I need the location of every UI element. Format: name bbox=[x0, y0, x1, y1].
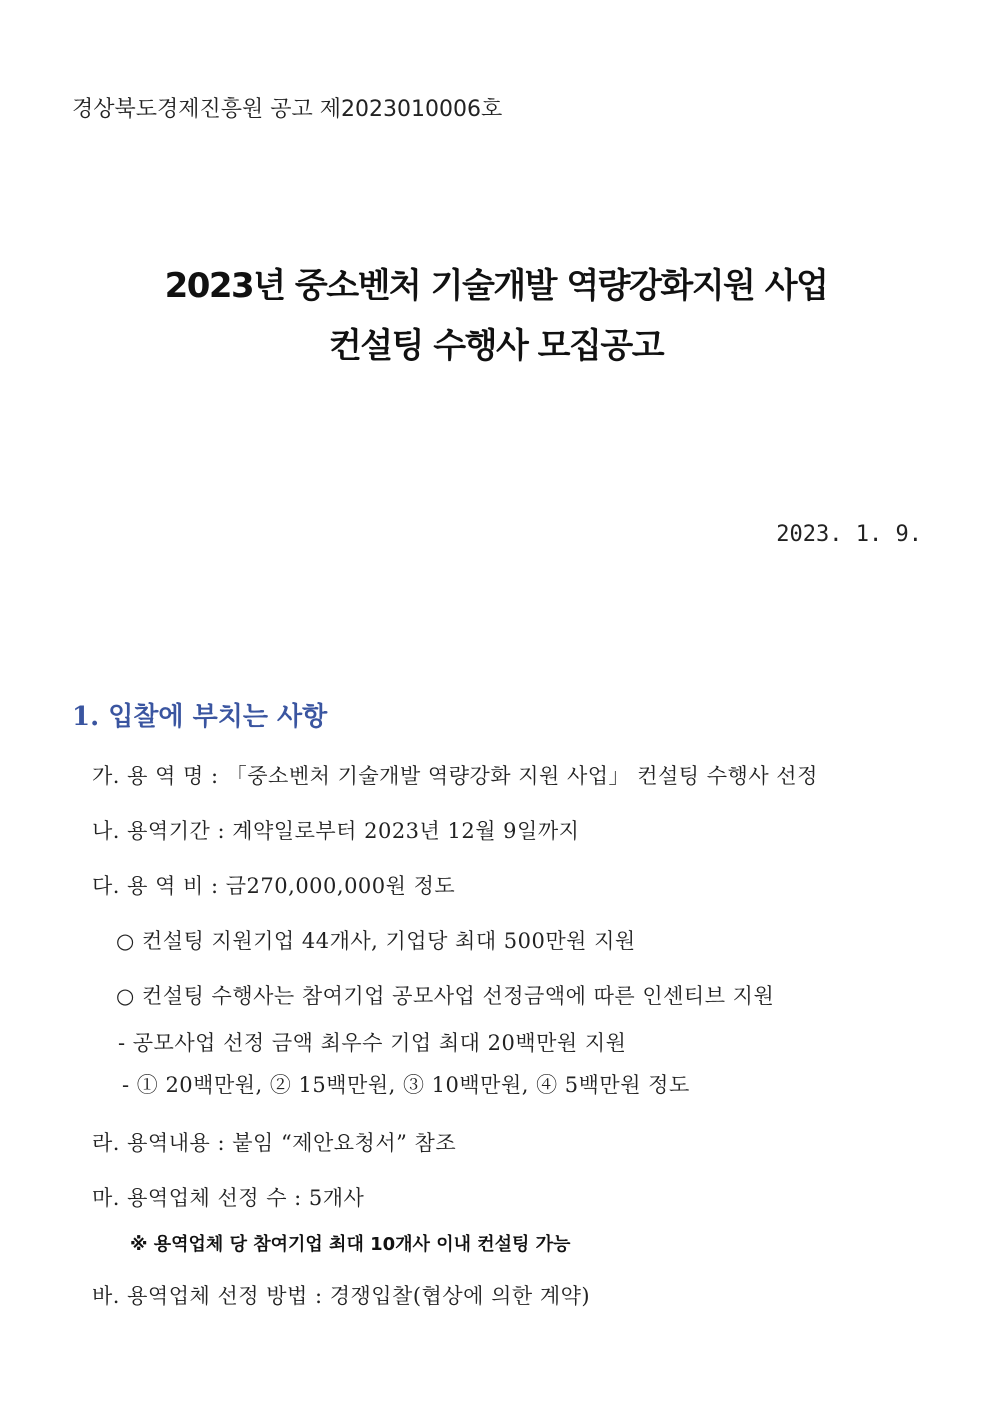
incentive-sub-max: - 공모사업 선정 금액 최우수 기업 최대 20백만원 지원 bbox=[118, 1031, 627, 1055]
item-service-period: 나. 용역기간 : 계약일로부터 2023년 12월 9일까지 bbox=[92, 819, 580, 843]
item-service-cost: 다. 용 역 비 : 금270,000,000원 정도 bbox=[92, 874, 456, 898]
item-vendor-count: 마. 용역업체 선정 수 : 5개사 bbox=[92, 1186, 365, 1210]
cost-bullet-incentive: ○ 컨설팅 수행사는 참여기업 공모사업 선정금액에 따른 인센티브 지원 bbox=[116, 984, 775, 1008]
item-service-content: 라. 용역내용 : 붙임 “제안요청서” 참조 bbox=[92, 1131, 457, 1155]
item-selection-method: 바. 용역업체 선정 방법 : 경쟁입찰(협상에 의한 계약) bbox=[92, 1284, 591, 1308]
document-title-line2: 컨설팅 수행사 모집공고 bbox=[328, 326, 664, 366]
section-heading: 1. 입찰에 부치는 사항 bbox=[72, 702, 328, 732]
document-title-line1: 2023년 중소벤처 기술개발 역량강화지원 사업 bbox=[164, 266, 828, 306]
vendor-count-note: ※ 용역업체 당 참여기업 최대 10개사 이내 컨설팅 가능 bbox=[130, 1234, 571, 1255]
notice-number: 경상북도경제진흥원 공고 제2023010006호 bbox=[72, 97, 503, 122]
incentive-sub-tiers: - ① 20백만원, ② 15백만원, ③ 10백만원, ④ 5백만원 정도 bbox=[122, 1073, 690, 1097]
item-service-name: 가. 용 역 명 : 「중소벤처 기술개발 역량강화 지원 사업」 컨설팅 수행사 선정 bbox=[92, 764, 818, 788]
notice-date: 2023. 1. 9. bbox=[776, 522, 922, 547]
cost-bullet-support: ○ 컨설팅 지원기업 44개사, 기업당 최대 500만원 지원 bbox=[116, 929, 636, 953]
